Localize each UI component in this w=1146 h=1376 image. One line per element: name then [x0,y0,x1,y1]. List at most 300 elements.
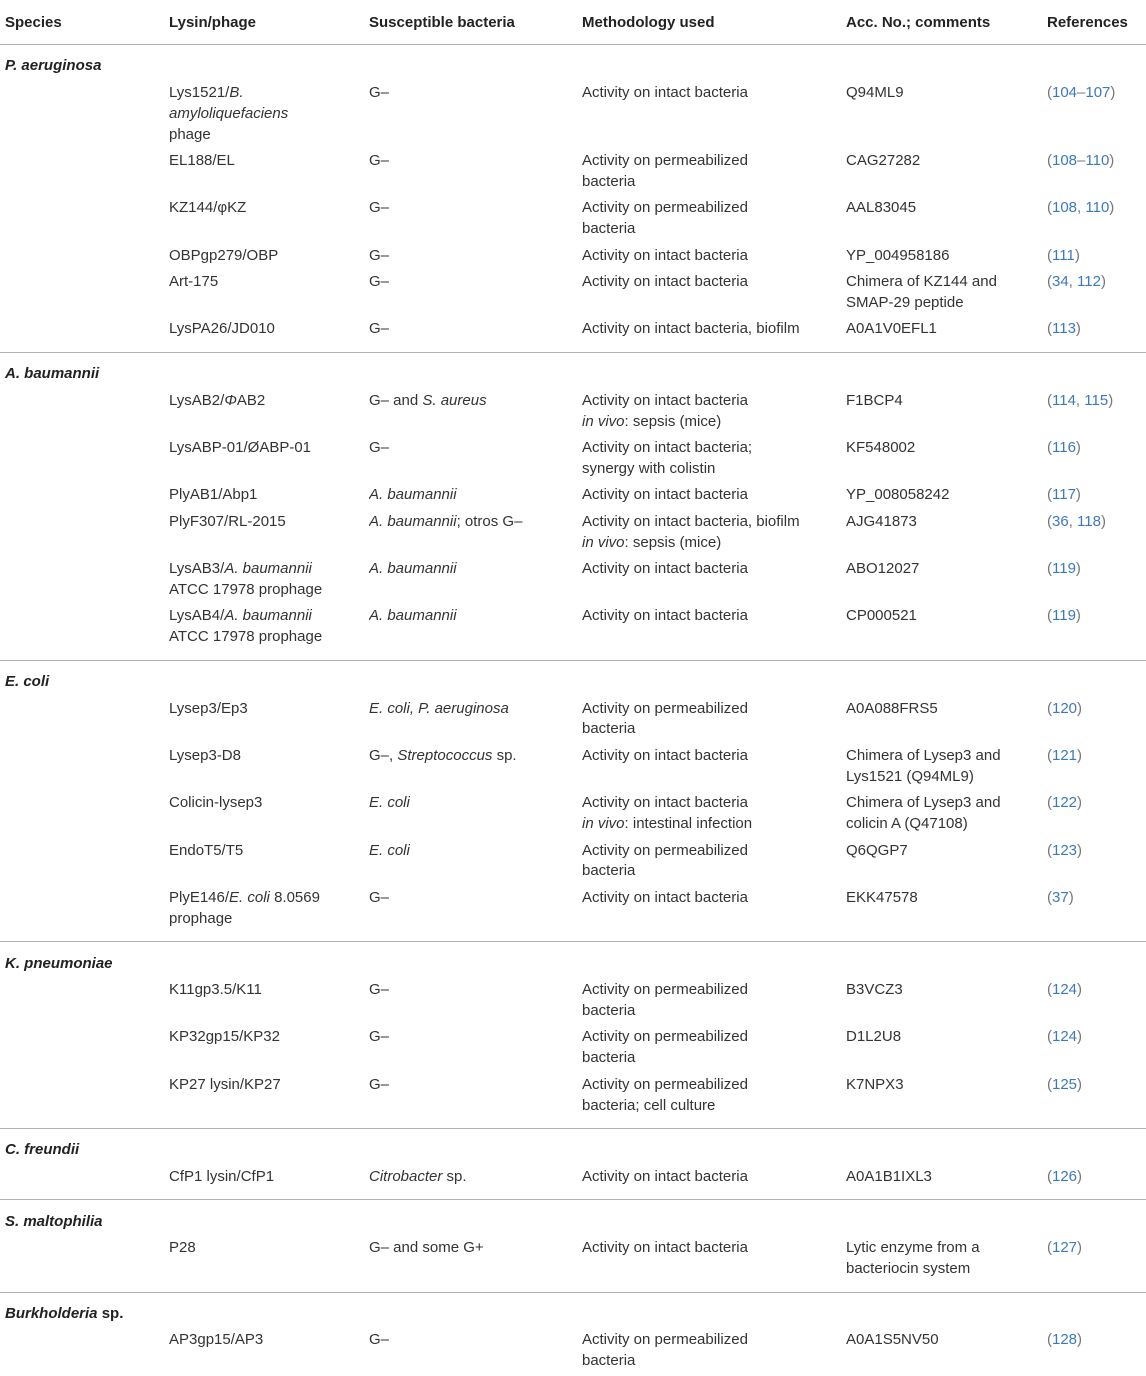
cell-text: Activity on permeabilized bacteria [582,1028,748,1067]
reference-link[interactable]: 108 [1052,152,1078,170]
italic-text: E. coli [369,841,410,859]
accession-comments-cell [846,603,1047,660]
lysin-phage-cell [169,1235,369,1292]
italic-text: E. coli [229,888,270,906]
reference-link[interactable]: 122 [1052,794,1078,812]
species-section [0,353,1146,661]
cell-text: , [1068,512,1078,530]
cell-text: , [1075,391,1085,409]
cell-text: ) [1077,1331,1083,1349]
cell-text: Activity on intact bacteria [582,1239,748,1257]
cell-text: ( [1047,83,1052,101]
lysin-phage-cell [169,977,369,1024]
cell-text: Activity on intact bacteria [582,246,748,264]
references-cell [1047,148,1146,195]
accession-comments-cell [846,1024,1047,1071]
header-accession-comments: Acc. No.; comments [846,0,1047,45]
cell-text: Activity on intact bacteria [582,1167,748,1185]
accession-comments-cell [846,80,1047,148]
cell-text: Chimera of Lysep3 and colicin A (Q47108) [846,794,1001,833]
cell-text: Chimera of KZ144 and SMAP-29 peptide [846,273,997,311]
reference-link[interactable]: 37 [1052,888,1069,906]
cell-text: EKK47578 [846,888,918,906]
methodology-cell [582,435,846,482]
susceptible-bacteria-cell [369,1024,582,1071]
methodology-cell [582,1072,846,1129]
cell-text: ( [1047,841,1052,859]
cell-text: ) [1075,439,1081,456]
table-row [0,1164,1146,1200]
cell-text: Activity on permeabilized bacteria [582,699,748,738]
susceptible-bacteria-cell [369,696,582,743]
cell-text: ATCC 17978 prophage [169,628,323,646]
species-name [0,1129,1146,1164]
accession-comments-cell [846,148,1047,195]
cell-text: Q6QGP7 [846,841,908,859]
accession-comments-cell [846,696,1047,743]
susceptible-bacteria-cell [369,1072,582,1129]
cell-text: KP27 lysin/KP27 [169,1075,281,1093]
cell-text: ( [1047,1331,1052,1349]
susceptible-bacteria-cell [369,388,582,435]
cell-text: Activity on intact bacteria [582,83,748,101]
lysin-phage-cell [169,269,369,316]
reference-link[interactable]: 123 [1052,841,1078,859]
table-row [0,482,1146,508]
species-cell [0,435,169,482]
lysin-phage-cell [169,838,369,885]
accession-comments-cell [846,838,1047,885]
cell-text: ( [1047,1075,1052,1093]
reference-link[interactable]: 124 [1052,981,1078,999]
lysin-phage-cell [169,195,369,242]
header-lysin-phage: Lysin/phage [169,0,369,45]
italic-text: P. aeruginosa [5,57,102,75]
lysin-phage-cell [169,243,369,269]
italic-text: A. baumannii [5,365,100,383]
reference-link[interactable]: 119 [1052,607,1076,625]
cell-text: Lytic enzyme from a bacteriocin system [846,1239,980,1278]
cell-text: K7NPX3 [846,1075,904,1093]
susceptible-bacteria-cell [369,838,582,885]
accession-comments-cell [846,435,1047,482]
species-cell [0,790,169,837]
cell-text: sp. [97,1305,124,1322]
cell-text: G– [369,199,390,217]
italic-text: C. freundii [5,1141,80,1159]
lysin-phage-cell [169,509,369,556]
reference-link[interactable]: 127 [1052,1239,1078,1257]
species-group-row [0,1129,1146,1164]
italic-text: E. coli [369,794,410,812]
species-cell [0,977,169,1024]
cell-text: : intestinal infection [624,815,753,833]
cell-text: ( [1047,320,1052,338]
cell-text: ) [1077,1239,1083,1257]
cell-text: KZ144/φKZ [169,199,247,217]
italic-text: in vivo [582,533,625,551]
species-section [0,942,1146,1129]
cell-text: Activity on intact bacteria [582,794,748,812]
accession-comments-cell [846,556,1047,603]
cell-text: A0A1V0EFL1 [846,320,937,338]
accession-comments-cell [846,1072,1047,1129]
cell-text: sp. [492,746,517,764]
cell-text: ( [1047,699,1052,717]
species-name [0,1200,1146,1235]
methodology-cell [582,269,846,316]
reference-link[interactable]: 124 [1052,1028,1078,1046]
reference-link[interactable]: 116 [1052,439,1076,456]
lysin-phage-cell [169,743,369,790]
species-name [0,45,1146,80]
table-row [0,790,1146,837]
species-cell [0,1072,169,1129]
table-row [0,509,1146,556]
cell-text: KF548002 [846,439,916,456]
cell-text: ) [1077,841,1083,859]
cell-text: G– [369,1331,390,1349]
susceptible-bacteria-cell [369,509,582,556]
cell-text: A0A088FRS5 [846,699,938,717]
cell-text: G– [369,320,390,338]
cell-text: , [1077,199,1086,217]
cell-text: ( [1047,246,1052,264]
cell-text: Activity on permeabilized bacteria [582,152,748,190]
cell-text: ABO12027 [846,560,920,578]
cell-text: LysAB3/ [169,560,225,578]
references-cell [1047,195,1146,242]
cell-text: ( [1047,273,1052,291]
lysin-phage-cell [169,556,369,603]
cell-text: ) [1077,981,1083,999]
cell-text: G– [369,439,390,456]
species-cell [0,80,169,148]
cell-text: Activity on intact bacteria [582,486,748,504]
references-cell [1047,885,1146,942]
methodology-cell [582,696,846,743]
cell-text: EndoT5/T5 [169,841,244,859]
table-row [0,1235,1146,1292]
italic-text: in vivo [582,412,625,430]
species-cell [0,556,169,603]
cell-text: G– [369,246,390,264]
italic-text: Streptococcus [397,746,493,764]
cell-text: AP3gp15/AP3 [169,1331,264,1349]
cell-text: G– [369,83,390,101]
cell-text: CfP1 lysin/CfP1 [169,1167,275,1185]
cell-text: Activity on intact bacteria [582,560,748,578]
lysin-phage-cell [169,1072,369,1129]
cell-text: ) [1075,320,1081,338]
reference-link[interactable]: 113 [1052,320,1076,338]
reference-link[interactable]: 104 [1052,83,1078,101]
species-cell [0,243,169,269]
cell-text: ) [1077,1167,1083,1185]
italic-text: S. aureus [422,391,487,409]
reference-link[interactable]: 110 [1085,152,1110,170]
lysin-phage-cell [169,1164,369,1200]
cell-text: K11gp3.5/K11 [169,981,262,999]
species-cell [0,743,169,790]
cell-text: Activity on intact bacteria [582,391,748,409]
cell-text: ) [1075,607,1081,625]
table-row [0,977,1146,1024]
table-row [0,388,1146,435]
cell-text: ) [1109,152,1115,170]
cell-text: ( [1047,199,1052,217]
susceptible-bacteria-cell [369,977,582,1024]
references-cell [1047,556,1146,603]
lysin-phage-cell [169,696,369,743]
cell-text: A0A1S5NV50 [846,1331,939,1349]
table-row [0,603,1146,660]
cell-text: : sepsis (mice) [624,412,722,430]
references-cell [1047,388,1146,435]
cell-text: Activity on permeabilized bacteria [582,981,748,1019]
lysin-phage-cell [169,603,369,660]
cell-text: : sepsis (mice) [624,533,722,551]
cell-text: AAL83045 [846,199,917,217]
cell-text: P28 [169,1239,196,1257]
references-cell [1047,1024,1146,1071]
species-section [0,45,1146,353]
cell-text: ) [1074,246,1080,264]
table-row [0,435,1146,482]
reference-link[interactable]: 125 [1052,1075,1078,1093]
italic-text: A. baumannii [224,560,312,578]
accession-comments-cell [846,885,1047,942]
reference-link[interactable]: 108 [1052,199,1078,217]
reference-link[interactable]: 110 [1085,199,1110,217]
species-name [0,661,1146,696]
species-section [0,1200,1146,1292]
references-cell [1047,509,1146,556]
species-cell [0,482,169,508]
species-cell [0,696,169,743]
susceptible-bacteria-cell [369,243,582,269]
cell-text: Activity on permeabilized bacteria [582,1331,748,1370]
cell-text: F1BCP4 [846,391,903,409]
species-cell [0,885,169,942]
lysin-phage-cell [169,148,369,195]
italic-text: A. baumannii [224,607,312,625]
reference-link[interactable]: 107 [1085,83,1111,101]
cell-text: phage [169,125,211,143]
cell-text: ( [1047,607,1052,625]
cell-text: Colicin-lysep3 [169,794,263,812]
methodology-cell [582,1327,846,1372]
italic-text: E. coli, P. aeruginosa [369,699,509,717]
methodology-cell [582,838,846,885]
cell-text: ( [1047,1167,1052,1185]
species-group-row [0,353,1146,388]
accession-comments-cell [846,1235,1047,1292]
references-cell [1047,1327,1146,1372]
species-name [0,1293,1146,1328]
cell-text: EL188/EL [169,152,235,170]
table-row [0,195,1146,242]
species-cell [0,838,169,885]
methodology-cell [582,743,846,790]
susceptible-bacteria-cell [369,80,582,148]
table-row [0,838,1146,885]
species-cell [0,603,169,660]
lysin-phage-cell [169,885,369,942]
species-group-row [0,45,1146,80]
cell-text: CAG27282 [846,152,921,170]
references-cell [1047,790,1146,837]
reference-link[interactable]: 36 [1052,512,1069,530]
species-cell [0,195,169,242]
cell-text: ) [1109,199,1115,217]
reference-link[interactable]: 118 [1077,512,1101,530]
reference-link[interactable]: 115 [1084,391,1109,409]
cell-text: ( [1047,512,1052,530]
cell-text: 8.0569 prophage [169,888,320,927]
reference-link[interactable]: 112 [1077,273,1101,291]
cell-text: ) [1068,888,1074,906]
cell-text: G– [369,888,390,906]
species-cell [0,1327,169,1372]
lysin-phage-cell [169,388,369,435]
accession-comments-cell [846,1164,1047,1200]
susceptible-bacteria-cell [369,743,582,790]
cell-text: ) [1100,512,1106,530]
cell-text: G– [369,1028,390,1046]
lysin-phage-cell [169,790,369,837]
accession-comments-cell [846,388,1047,435]
cell-text: ) [1110,83,1116,101]
susceptible-bacteria-cell [369,1164,582,1200]
reference-link[interactable]: 120 [1052,699,1078,717]
cell-text: G–, [369,746,398,764]
methodology-cell [582,148,846,195]
reference-link[interactable]: 126 [1052,1167,1078,1185]
reference-link[interactable]: 117 [1052,486,1076,504]
italic-text: Citrobacter [369,1167,443,1185]
methodology-cell [582,1164,846,1200]
cell-text: ) [1077,1075,1083,1093]
methodology-cell [582,1024,846,1071]
cell-text: G– and [369,391,423,409]
table-row [0,243,1146,269]
cell-text: Lys1521/ [169,83,230,101]
accession-comments-cell [846,509,1047,556]
methodology-cell [582,80,846,148]
italic-text: K. pneumoniae [5,954,113,972]
cell-text: ( [1047,439,1052,456]
table-row [0,1024,1146,1071]
cell-text: Art-175 [169,273,219,291]
cell-text: ) [1077,1028,1083,1046]
reference-link[interactable]: 121 [1052,746,1078,764]
cell-text: ) [1100,273,1106,291]
cell-text: sp. [442,1167,467,1185]
cell-text: ( [1047,888,1052,906]
references-cell [1047,838,1146,885]
accession-comments-cell [846,977,1047,1024]
cell-text: Activity on intact bacteria; synergy with colistin [582,439,753,477]
cell-text: Activity on intact bacteria, biofilm [582,320,800,338]
italic-text: A. baumannii [369,607,457,625]
cell-text: AB2 [236,391,266,409]
methodology-cell [582,977,846,1024]
cell-text: LysAB4/ [169,607,225,625]
susceptible-bacteria-cell [369,148,582,195]
cell-text: , [1068,273,1078,291]
species-cell [0,316,169,352]
cell-text: PlyE146/ [169,888,230,906]
accession-comments-cell [846,195,1047,242]
cell-text: Activity on intact bacteria [582,273,748,291]
cell-text: Activity on permeabilized bacteria [582,841,748,880]
cell-text: B3VCZ3 [846,981,903,999]
italic-text: B. amyloliquefaciens [169,83,289,122]
references-cell [1047,316,1146,352]
references-cell [1047,743,1146,790]
cell-text: PlyAB1/Abp1 [169,486,258,504]
references-cell [1047,977,1146,1024]
italic-text: in vivo [582,815,625,833]
references-cell [1047,1072,1146,1129]
reference-link[interactable]: 119 [1052,560,1076,578]
accession-comments-cell [846,243,1047,269]
italic-text: Burkholderia [5,1305,98,1322]
cell-text: ) [1077,794,1083,812]
italic-text: A. baumannii [369,560,457,578]
lysin-phage-cell [169,1327,369,1372]
cell-text: ( [1047,152,1052,170]
cell-text: G– and some G+ [369,1239,484,1257]
cell-text: ( [1047,981,1052,999]
header-row [0,0,1146,45]
cell-text: Activity on intact bacteria, biofilm [582,512,800,530]
cell-text: KP32gp15/KP32 [169,1028,280,1046]
accession-comments-cell [846,316,1047,352]
reference-link[interactable]: 128 [1052,1331,1078,1349]
cell-text: ( [1047,560,1052,578]
references-cell [1047,1164,1146,1200]
cell-text: G– [369,273,390,291]
table-row [0,80,1146,148]
accession-comments-cell [846,482,1047,508]
italic-text: E. coli [5,673,50,691]
cell-text: ) [1075,486,1081,504]
reference-link[interactable]: 34 [1052,273,1069,291]
susceptible-bacteria-cell [369,603,582,660]
cell-text: LysAB2/ [169,391,225,409]
table-row [0,885,1146,942]
susceptible-bacteria-cell [369,556,582,603]
reference-link[interactable]: 114 [1052,391,1076,409]
cell-text: – [1077,83,1086,101]
methodology-cell [582,243,846,269]
susceptible-bacteria-cell [369,1327,582,1372]
methodology-cell [582,1235,846,1292]
susceptible-bacteria-cell [369,790,582,837]
cell-text: ) [1075,560,1081,578]
methodology-cell [582,790,846,837]
table-row [0,1327,1146,1372]
table-row [0,743,1146,790]
reference-link[interactable]: 111 [1052,246,1075,264]
cell-text: G– [369,152,390,170]
cell-text: Activity on intact bacteria [582,888,748,906]
italic-text: A. baumannii [369,486,457,504]
cell-text: ( [1047,1028,1052,1046]
cell-text: ( [1047,391,1052,409]
